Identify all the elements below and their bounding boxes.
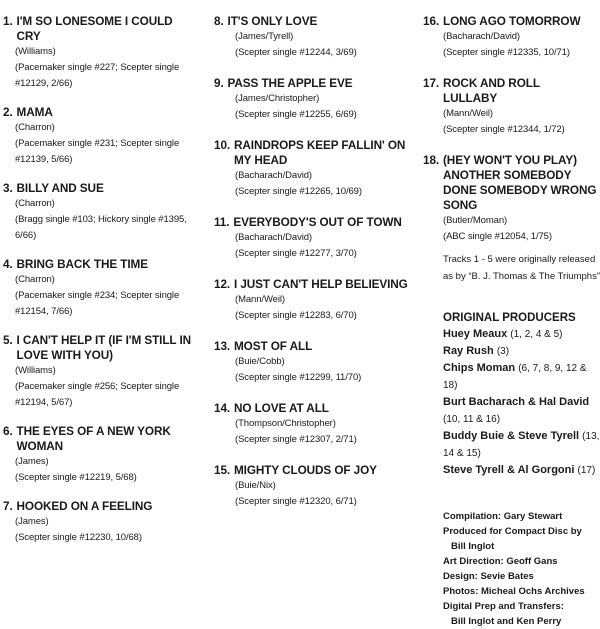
track-release: (Scepter single #12283, 6/70) <box>235 310 357 321</box>
track-item <box>214 14 414 61</box>
track-writer: (Buie/Nix) <box>235 480 276 491</box>
credit-produced-for-cd-name: Bill Inglot <box>451 541 495 552</box>
track-title-text: EVERYBODY'S OUT OF TOWN <box>233 215 402 229</box>
track-number: 16. <box>423 14 440 28</box>
track-writer: (Mann/Weil) <box>443 108 493 119</box>
track-item <box>423 153 600 245</box>
track-title-text: PASS THE APPLE EVE <box>227 76 353 90</box>
track-item <box>214 138 414 200</box>
track-writer: (Buie/Cobb) <box>235 356 285 367</box>
track-number: 12. <box>214 277 231 291</box>
track-writer: (James/Tyrell) <box>235 31 294 42</box>
track-item <box>3 181 201 244</box>
track-number: 1. <box>3 14 13 28</box>
track-writer: (Bacharach/David) <box>235 232 312 243</box>
track-title <box>3 105 197 120</box>
track-title <box>3 14 197 44</box>
track-writer: (Bacharach/David) <box>443 31 520 42</box>
track-title <box>214 463 410 478</box>
credit-art-direction: Art Direction: Geoff Gans <box>443 556 558 567</box>
producer-name: Ray Rush <box>443 345 494 357</box>
track-writer: (James) <box>15 456 49 467</box>
track-release: (ABC single #12054, 1/75) <box>443 231 552 242</box>
track-title-text: I CAN'T HELP IT (IF I'M STILL IN LOVE WITH YOU) <box>16 333 192 362</box>
track-title <box>3 333 197 363</box>
producer-name: Buddy Buie & Steve Tyrell <box>443 430 580 442</box>
track-writer: (Butler/Moman) <box>443 215 508 226</box>
track-title <box>214 76 410 91</box>
track-number: 17. <box>423 76 440 90</box>
track-number: 2. <box>3 105 13 119</box>
track-title <box>423 76 596 106</box>
producer-row <box>443 343 600 360</box>
track-title <box>3 257 197 272</box>
track-release: (Bragg single #103; Hickory single #1395, 6/66) <box>15 214 187 241</box>
producer-row <box>443 360 600 394</box>
producer-row <box>443 428 600 462</box>
producer-name: Burt Bacharach & Hal David <box>443 396 590 408</box>
track-release: (Pacemaker single #256; Scepter single #12194, 5/67) <box>15 381 180 408</box>
track-title <box>3 181 197 196</box>
track-number: 3. <box>3 181 13 195</box>
track-release: (Pacemaker single #227; Scepter single #12129, 2/66) <box>15 62 180 89</box>
track-item <box>3 105 201 168</box>
track-column-3 <box>423 14 600 629</box>
track-column-1 <box>3 14 201 559</box>
track-title-text: HOOKED ON A FEELING <box>16 499 153 513</box>
track-title-text: I'M SO LONESOME I COULD CRY <box>16 14 173 43</box>
track-release: (Scepter single #12265, 10/69) <box>235 186 362 197</box>
track-writer: (Bacharach/David) <box>235 170 312 181</box>
track-title <box>214 339 410 354</box>
track-title-text: LONG AGO TOMORROW <box>442 14 581 28</box>
track-item <box>214 339 414 386</box>
track-title-text: BRING BACK THE TIME <box>16 257 148 271</box>
producers-heading: ORIGINAL PRODUCERS <box>443 312 576 324</box>
track-number: 13. <box>214 339 231 353</box>
track-item <box>423 76 600 138</box>
track-writer: (Mann/Weil) <box>235 294 285 305</box>
track-title <box>3 424 197 454</box>
track-title-text: BILLY AND SUE <box>16 181 104 195</box>
track-number: 18. <box>423 153 440 167</box>
track-title <box>214 138 410 168</box>
track-writer: (James) <box>15 516 49 527</box>
track-number: 10. <box>214 138 231 152</box>
track-number: 11. <box>214 215 230 229</box>
producer-row <box>443 394 600 428</box>
track-writer: (Thompson/Christopher) <box>235 418 336 429</box>
track-item <box>214 215 414 262</box>
track-release: (Scepter single #12307, 2/71) <box>235 434 357 445</box>
producer-tracks: (10, 11 & 16) <box>443 414 501 425</box>
producers-section <box>423 311 600 629</box>
track-writer: (Charron) <box>15 274 55 285</box>
producer-tracks: (3) <box>496 346 510 357</box>
track-column-2 <box>214 14 414 525</box>
track-item <box>214 277 414 324</box>
track-item <box>423 14 600 61</box>
producer-tracks: (6, 7, 8, 9, 12 & 18) <box>443 363 587 391</box>
track-release: (Scepter single #12230, 10/68) <box>15 532 142 543</box>
track-number: 15. <box>214 463 231 477</box>
track-title-text: IT'S ONLY LOVE <box>227 14 318 28</box>
track-number: 6. <box>3 424 13 438</box>
track-number: 4. <box>3 257 13 271</box>
track-title <box>3 499 197 514</box>
producer-row <box>443 462 600 479</box>
credit-design: Design: Sevie Bates <box>443 571 534 582</box>
track-title-text: I JUST CAN'T HELP BELIEVING <box>233 277 408 291</box>
track-title-text: MIGHTY CLOUDS OF JOY <box>233 463 377 477</box>
track-title-text: NO LOVE AT ALL <box>233 401 329 415</box>
track-item <box>3 424 201 486</box>
track-number: 9. <box>214 76 224 90</box>
track-item <box>214 463 414 510</box>
producer-tracks: (17) <box>577 465 596 476</box>
track-title-text: MOST OF ALL <box>233 339 313 353</box>
track-title <box>423 153 596 213</box>
producer-tracks: (1, 2, 4 & 5) <box>510 329 563 340</box>
producer-name: Chips Moman <box>443 362 516 374</box>
credit-compilation: Compilation: Gary Stewart <box>443 511 563 522</box>
track-number: 14. <box>214 401 231 415</box>
track-writer: (Williams) <box>15 46 56 57</box>
track-release: (Scepter single #12277, 3/70) <box>235 248 357 259</box>
credit-digital-prep-names: Bill Inglot and Ken Perry <box>451 616 562 627</box>
track-item <box>3 499 201 546</box>
track-title <box>214 14 410 29</box>
track-number: 5. <box>3 333 13 347</box>
producer-row <box>443 326 600 343</box>
track-title <box>214 277 410 292</box>
track-writer: (Charron) <box>15 122 55 133</box>
track-release: (Scepter single #12344, 1/72) <box>443 124 565 135</box>
credit-produced-for-cd: Produced for Compact Disc by <box>443 526 582 537</box>
track-title-text: (HEY WON'T YOU PLAY) ANOTHER SOMEBODY DONE SOMEBODY WRONG SONG <box>442 153 597 212</box>
track-writer: (Williams) <box>15 365 56 376</box>
track-release: (Scepter single #12320, 6/71) <box>235 496 357 507</box>
track-item <box>214 76 414 123</box>
release-note: Tracks 1 - 5 were originally released as by “B. J. Thomas & The Triumphs” <box>443 254 600 282</box>
track-title <box>423 14 596 29</box>
track-title <box>214 401 410 416</box>
track-release: (Scepter single #12255, 6/69) <box>235 109 357 120</box>
track-item <box>214 401 414 448</box>
track-writer: (Charron) <box>15 198 55 209</box>
track-item <box>3 333 201 411</box>
track-release: (Scepter single #12335, 10/71) <box>443 47 570 58</box>
track-title-text: ROCK AND ROLL LULLABY <box>442 76 540 105</box>
credit-photos: Photos: Micheal Ochs Archives <box>443 586 585 597</box>
track-item <box>3 257 201 320</box>
track-title-text: MAMA <box>16 105 53 119</box>
producer-name: Steve Tyrell & Al Gorgoni <box>443 464 575 476</box>
track-title-text: THE EYES OF A NEW YORK WOMAN <box>16 424 171 453</box>
track-number: 7. <box>3 499 13 513</box>
track-release: (Pacemaker single #234; Scepter single #12154, 7/66) <box>15 290 180 317</box>
track-release: (Scepter single #12219, 5/68) <box>15 472 137 483</box>
credits-section <box>443 509 600 629</box>
track-title-text: RAINDROPS KEEP FALLIN' ON MY HEAD <box>233 138 406 167</box>
track-number: 8. <box>214 14 224 28</box>
track-item <box>3 14 201 92</box>
producer-tracks: (13, 14 & 15) <box>443 431 600 459</box>
track-release: (Pacemaker single #231; Scepter single #12139, 5/66) <box>15 138 180 165</box>
track-title <box>214 215 410 230</box>
track-release: (Scepter single #12244, 3/69) <box>235 47 357 58</box>
producer-name: Huey Meaux <box>443 328 508 340</box>
track-release: (Scepter single #12299, 11/70) <box>235 372 362 383</box>
track-writer: (James/Christopher) <box>235 93 320 104</box>
credit-digital-prep: Digital Prep and Transfers: <box>443 601 564 612</box>
